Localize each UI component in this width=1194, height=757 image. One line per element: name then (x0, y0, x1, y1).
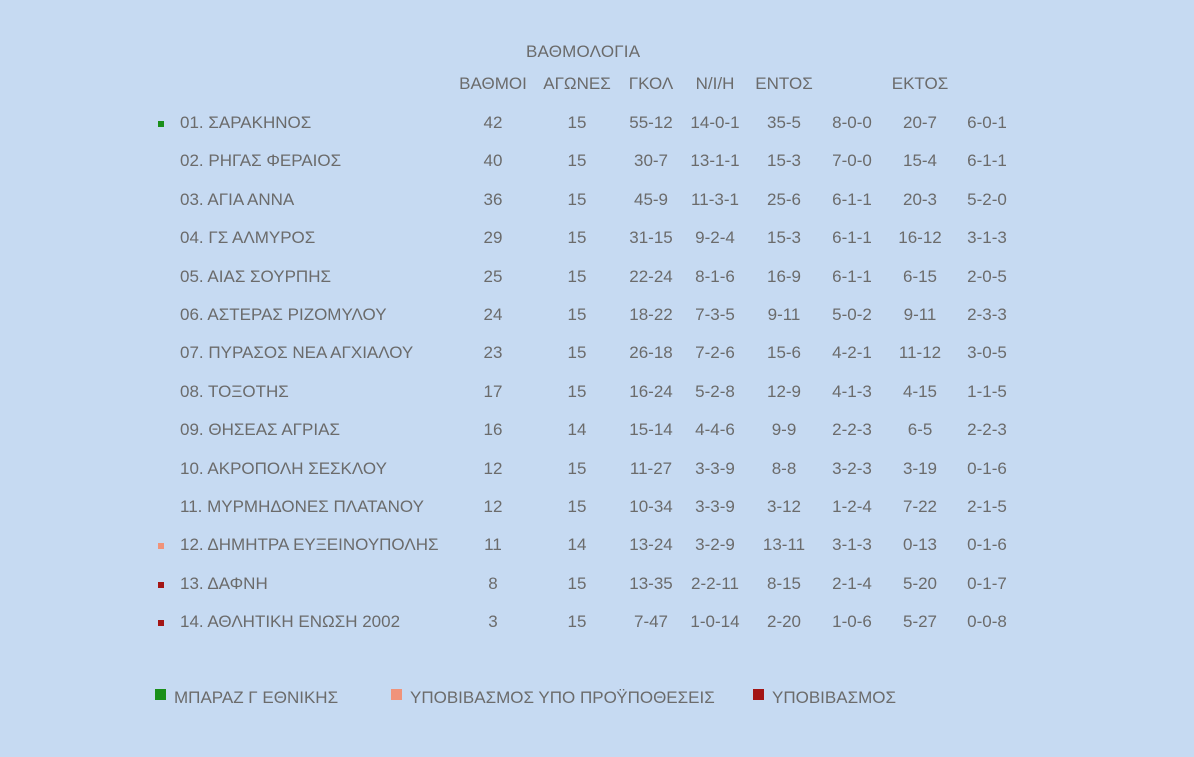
record-cell: 3-3-9 (695, 458, 735, 478)
goals-cell: 13-35 (629, 573, 673, 593)
games-cell: 15 (567, 458, 587, 478)
away-record-cell: 2-3-3 (967, 305, 1007, 324)
record-cell: 8-1-6 (695, 266, 735, 286)
goals-cell: 15-14 (629, 420, 673, 440)
home-goals-cell: 25-6 (766, 189, 802, 209)
points-cell: 3 (488, 612, 498, 632)
away-goals-cell: 3-19 (902, 458, 938, 478)
points-cell: 25 (483, 266, 503, 286)
away-goals-cell: 7-22 (902, 497, 938, 516)
header-home: ΕΝΤΟΣ (755, 74, 813, 93)
home-goals-cell: 16-9 (766, 266, 802, 286)
home-record-cell: 3-2-3 (832, 458, 872, 478)
away-goals-cell: 6-15 (902, 266, 938, 286)
team-name: 05. ΑΙΑΣ ΣΟΥΡΠΗΣ (180, 266, 331, 286)
home-record-cell: 3-1-3 (832, 535, 872, 555)
away-goals-cell: 20-3 (902, 189, 938, 209)
home-goals-cell: 3-12 (766, 497, 802, 516)
team-name: 14. ΑΘΛΗΤΙΚΗ ΕΝΩΣΗ 2002 (180, 612, 401, 632)
games-cell: 14 (567, 420, 587, 440)
legend-label: ΜΠΑΡΑΖ Γ ΕΘΝΙΚΗΣ (174, 688, 339, 707)
table-row (0, 113, 1194, 137)
home-record-cell: 4-1-3 (832, 381, 872, 401)
games-cell: 15 (567, 343, 587, 363)
record-cell: 11-3-1 (691, 189, 739, 209)
table-row (0, 151, 1194, 175)
home-record-cell: 7-0-0 (832, 151, 872, 171)
legend-label: ΥΠΟΒΙΒΑΣΜΟΣ (772, 688, 896, 707)
games-cell: 15 (567, 266, 587, 286)
table-row (0, 574, 1194, 598)
legend-swatch (155, 689, 166, 700)
record-cell: 7-3-5 (695, 305, 735, 324)
points-cell: 36 (483, 189, 503, 209)
record-cell: 3-3-9 (695, 497, 735, 516)
away-goals-cell: 0-13 (902, 535, 938, 555)
away-goals-cell: 15-4 (902, 151, 938, 171)
table-row (0, 497, 1194, 521)
record-cell: 4-4-6 (695, 420, 735, 440)
table-row (0, 535, 1194, 559)
team-name: 03. ΑΓΙΑ ΑΝΝΑ (180, 189, 295, 209)
home-record-cell: 4-2-1 (832, 343, 872, 363)
away-goals-cell: 20-7 (902, 113, 938, 132)
points-cell: 16 (483, 420, 503, 440)
away-goals-cell: 9-11 (903, 305, 937, 324)
header-away: ΕΚΤΟΣ (891, 74, 949, 93)
home-record-cell: 6-1-1 (832, 228, 872, 248)
away-goals-cell: 4-15 (902, 381, 938, 401)
goals-cell: 16-24 (629, 381, 673, 401)
table-row (0, 459, 1194, 483)
goals-cell: 11-27 (629, 458, 673, 478)
status-marker (158, 620, 164, 626)
goals-cell: 13-24 (629, 535, 673, 555)
team-name: 04. ΓΣ ΑΛΜΥΡΟΣ (180, 228, 316, 248)
away-record-cell: 6-1-1 (967, 151, 1007, 171)
away-goals-cell: 16-12 (898, 228, 942, 248)
record-cell: 5-2-8 (695, 381, 735, 401)
games-cell: 14 (567, 535, 587, 555)
away-record-cell: 1-1-5 (967, 381, 1007, 401)
team-name: 13. ΔΑΦΝΗ (180, 573, 268, 593)
status-marker (158, 543, 164, 549)
header-games: ΑΓΩΝΕΣ (543, 74, 611, 93)
home-record-cell: 2-2-3 (832, 420, 872, 440)
legend-swatch (391, 689, 402, 700)
home-goals-cell: 8-8 (771, 458, 797, 478)
home-record-cell: 8-0-0 (832, 113, 872, 132)
header-record: Ν/Ι/Η (695, 74, 735, 93)
home-goals-cell: 12-9 (766, 381, 802, 401)
standings-title: ΒΑΘΜΟΛΟΓΙΑ (526, 42, 641, 61)
record-cell: 2-2-11 (691, 573, 739, 593)
away-record-cell: 5-2-0 (967, 189, 1007, 209)
home-goals-cell: 2-20 (766, 612, 802, 632)
team-name: 06. ΑΣΤΕΡΑΣ ΡΙΖΟΜΥΛΟΥ (180, 305, 387, 324)
away-record-cell: 0-1-7 (967, 573, 1007, 593)
points-cell: 29 (483, 228, 503, 248)
away-goals-cell: 11-12 (898, 343, 942, 363)
points-cell: 42 (483, 113, 503, 132)
away-record-cell: 6-0-1 (967, 113, 1007, 132)
games-cell: 15 (567, 189, 587, 209)
points-cell: 24 (483, 305, 503, 324)
goals-cell: 18-22 (629, 305, 673, 324)
games-cell: 15 (567, 497, 587, 516)
points-cell: 23 (483, 343, 503, 363)
team-name: 02. ΡΗΓΑΣ ΦΕΡΑΙΟΣ (180, 151, 342, 171)
away-record-cell: 0-0-8 (967, 612, 1007, 632)
record-cell: 14-0-1 (690, 113, 740, 132)
team-name: 01. ΣΑΡΑΚΗΝΟΣ (180, 113, 312, 132)
points-cell: 11 (484, 535, 502, 555)
goals-cell: 10-34 (629, 497, 673, 516)
games-cell: 15 (567, 381, 587, 401)
team-name: 12. ΔΗΜΗΤΡΑ ΕΥΞΕΙΝΟΥΠΟΛΗΣ (180, 535, 439, 555)
away-goals-cell: 5-20 (902, 573, 938, 593)
table-row (0, 382, 1194, 406)
record-cell: 1-0-14 (690, 612, 740, 632)
goals-cell: 22-24 (629, 266, 673, 286)
home-goals-cell: 15-3 (766, 151, 802, 171)
home-record-cell: 2-1-4 (832, 573, 872, 593)
goals-cell: 7-47 (633, 612, 669, 632)
away-record-cell: 0-1-6 (967, 535, 1007, 555)
home-goals-cell: 9-11 (767, 305, 801, 324)
home-record-cell: 6-1-1 (832, 266, 872, 286)
team-name: 09. ΘΗΣΕΑΣ ΑΓΡΙΑΣ (180, 420, 340, 440)
points-cell: 40 (483, 151, 503, 171)
goals-cell: 26-18 (629, 343, 673, 363)
home-goals-cell: 9-9 (771, 420, 797, 440)
away-goals-cell: 6-5 (907, 420, 933, 440)
record-cell: 9-2-4 (695, 228, 735, 248)
away-record-cell: 0-1-6 (967, 458, 1007, 478)
record-cell: 13-1-1 (690, 151, 740, 171)
table-row (0, 190, 1194, 214)
home-record-cell: 1-2-4 (832, 497, 872, 516)
header-goals: ΓΚΟΛ (628, 74, 674, 93)
table-row (0, 267, 1194, 291)
legend-label: ΥΠΟΒΙΒΑΣΜΟΣ ΥΠΟ ΠΡΟΫΠΟΘΕΣΕΙΣ (410, 688, 715, 707)
away-goals-cell: 5-27 (902, 612, 938, 632)
away-record-cell: 2-0-5 (967, 266, 1007, 286)
away-record-cell: 3-0-5 (967, 343, 1007, 363)
home-record-cell: 6-1-1 (832, 189, 872, 209)
games-cell: 15 (567, 113, 587, 132)
table-row (0, 343, 1194, 367)
points-cell: 12 (483, 497, 503, 516)
home-goals-cell: 15-3 (766, 228, 802, 248)
games-cell: 15 (567, 305, 587, 324)
games-cell: 15 (567, 612, 587, 632)
table-row (0, 305, 1194, 329)
status-marker (158, 121, 164, 127)
home-goals-cell: 8-15 (766, 573, 802, 593)
table-row (0, 228, 1194, 252)
table-row (0, 420, 1194, 444)
legend-swatch (753, 689, 764, 700)
points-cell: 17 (483, 381, 503, 401)
away-record-cell: 3-1-3 (967, 228, 1007, 248)
team-name: 10. ΑΚΡΟΠΟΛΗ ΣΕΣΚΛΟΥ (180, 458, 387, 478)
goals-cell: 45-9 (633, 189, 669, 209)
away-record-cell: 2-1-5 (967, 497, 1007, 516)
away-record-cell: 2-2-3 (967, 420, 1007, 440)
header-points: ΒΑΘΜΟΙ (459, 74, 527, 93)
home-goals-cell: 13-11 (762, 535, 806, 555)
goals-cell: 31-15 (629, 228, 673, 248)
points-cell: 12 (483, 458, 503, 478)
table-row (0, 612, 1194, 636)
home-record-cell: 1-0-6 (832, 612, 872, 632)
games-cell: 15 (567, 573, 587, 593)
points-cell: 8 (488, 573, 498, 593)
status-marker (158, 582, 164, 588)
team-name: 08. ΤΟΞΟΤΗΣ (180, 381, 289, 401)
games-cell: 15 (567, 228, 587, 248)
home-goals-cell: 35-5 (766, 113, 802, 132)
goals-cell: 55-12 (629, 113, 673, 132)
team-name: 11. ΜΥΡΜΗΔΟΝΕΣ ΠΛΑΤΑΝΟΥ (180, 497, 424, 516)
home-record-cell: 5-0-2 (832, 305, 872, 324)
games-cell: 15 (567, 151, 587, 171)
goals-cell: 30-7 (633, 151, 669, 171)
home-goals-cell: 15-6 (766, 343, 802, 363)
record-cell: 3-2-9 (695, 535, 735, 555)
team-name: 07. ΠΥΡΑΣΟΣ ΝΕΑ ΑΓΧΙΑΛΟΥ (180, 343, 414, 363)
record-cell: 7-2-6 (695, 343, 735, 363)
